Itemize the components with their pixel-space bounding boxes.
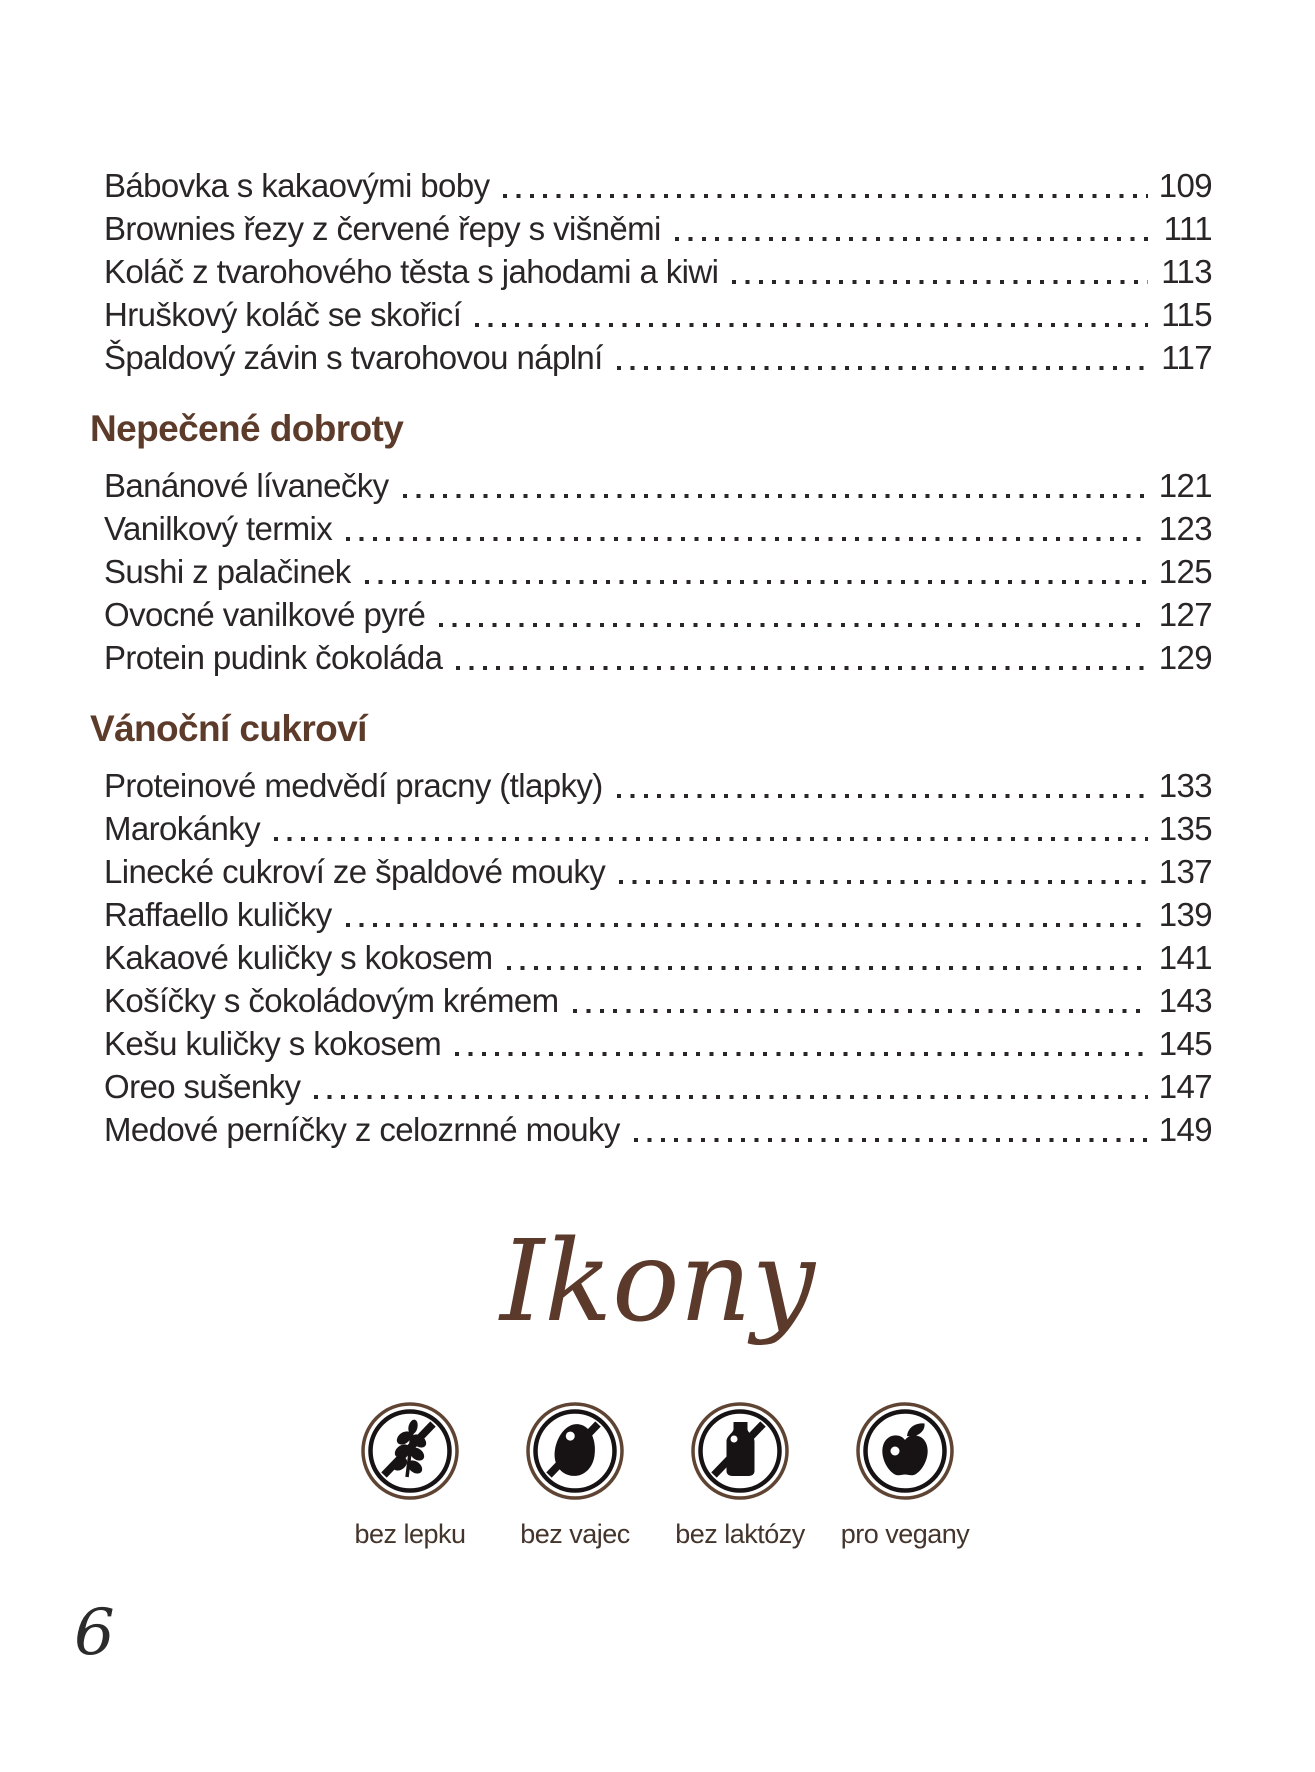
toc-entry-page: 147 xyxy=(1158,1068,1212,1105)
table-of-contents xyxy=(90,0,1212,1151)
dot-leader xyxy=(503,194,1148,198)
toc-entry xyxy=(90,250,1212,293)
icon-label-bez-lepku: bez lepku xyxy=(354,1519,466,1549)
dot-leader xyxy=(314,1095,1148,1099)
toc-entry-title: Kešu kuličky s kokosem xyxy=(104,1025,442,1062)
toc-entry-page: 115 xyxy=(1161,296,1212,333)
apple-icon xyxy=(855,1401,955,1501)
icon-row xyxy=(0,1401,1315,1550)
icon-lactose-free xyxy=(675,1401,805,1550)
toc-entry xyxy=(90,979,1212,1022)
toc-entry-title: Medové perníčky z celozrnné mouky xyxy=(104,1111,620,1148)
icon-egg-free xyxy=(520,1401,630,1550)
toc-entry xyxy=(90,936,1212,979)
icon-vegan xyxy=(840,1401,970,1550)
toc-entry-page: 139 xyxy=(1158,896,1212,933)
toc-entry-page: 111 xyxy=(1163,210,1212,247)
dot-leader xyxy=(403,494,1148,498)
toc-entry-page: 145 xyxy=(1158,1025,1212,1062)
dot-leader xyxy=(507,966,1149,970)
dot-leader xyxy=(617,366,1148,370)
toc-entry xyxy=(90,550,1212,593)
toc-entry-title: Marokánky xyxy=(104,810,260,847)
dot-leader xyxy=(675,237,1148,241)
toc-entry xyxy=(90,850,1212,893)
toc-entry xyxy=(90,1065,1212,1108)
toc-entry xyxy=(90,764,1212,807)
toc-entry xyxy=(90,893,1212,936)
toc-entry xyxy=(90,164,1212,207)
dot-leader xyxy=(346,537,1148,541)
dot-leader xyxy=(365,580,1148,584)
toc-entry-page: 121 xyxy=(1158,467,1212,504)
toc-entry xyxy=(90,293,1212,336)
toc-entry xyxy=(90,1108,1212,1151)
toc-entry-title: Košíčky s čokoládovým krémem xyxy=(104,982,559,1019)
milk-bottle-crossed-icon xyxy=(690,1401,790,1501)
toc-entry-page: 133 xyxy=(1158,767,1212,804)
toc-entry-title: Vanilkový termix xyxy=(104,510,333,547)
toc-entry-page: 109 xyxy=(1158,167,1212,204)
toc-entry-page: 125 xyxy=(1158,553,1212,590)
toc-entry-page: 137 xyxy=(1158,853,1212,890)
icon-gluten-free xyxy=(354,1401,466,1550)
toc-entry xyxy=(90,593,1212,636)
toc-entry-page: 129 xyxy=(1158,639,1212,676)
toc-entry-page: 149 xyxy=(1158,1111,1212,1148)
dot-leader xyxy=(475,323,1148,327)
toc-entry-title: Proteinové medvědí pracny (tlapky) xyxy=(104,767,603,804)
icon-label-pro-vegany: pro vegany xyxy=(840,1519,970,1549)
wheat-crossed-icon xyxy=(360,1401,460,1501)
dot-leader xyxy=(456,666,1148,670)
toc-entry-title: Koláč z tvarohového těsta s jahodami a kiwi xyxy=(104,253,719,290)
dot-leader xyxy=(346,923,1148,927)
dot-leader xyxy=(617,794,1148,798)
toc-entry xyxy=(90,464,1212,507)
toc-entry-title: Kakaové kuličky s kokosem xyxy=(104,939,493,976)
section-heading-vanocni-cukrovi: Vánoční cukroví xyxy=(90,708,367,749)
toc-entry-title: Brownies řezy z červené řepy s višněmi xyxy=(104,210,661,247)
toc-entry-title: Raffaello kuličky xyxy=(104,896,332,933)
toc-entry-page: 117 xyxy=(1161,339,1212,376)
toc-entry-page: 113 xyxy=(1161,253,1212,290)
toc-entry-page: 141 xyxy=(1158,939,1212,976)
toc-entry xyxy=(90,507,1212,550)
toc-entry-title: Ovocné vanilkové pyré xyxy=(104,596,426,633)
icon-label-bez-vajec: bez vajec xyxy=(520,1519,630,1549)
dot-leader xyxy=(619,880,1148,884)
toc-entry-title: Protein pudink čokoláda xyxy=(104,639,443,676)
dot-leader xyxy=(455,1052,1148,1056)
icons-legend xyxy=(0,1207,1315,1550)
toc-entry-page: 123 xyxy=(1158,510,1212,547)
toc-entry-title: Oreo sušenky xyxy=(104,1068,301,1105)
toc-entry xyxy=(90,636,1212,679)
toc-entry-title: Bábovka s kakaovými boby xyxy=(104,167,490,204)
section-heading-nepecene-dobroty: Nepečené dobroty xyxy=(90,408,404,449)
toc-entry xyxy=(90,807,1212,850)
toc-entry xyxy=(90,207,1212,250)
toc-entry-title: Špaldový závin s tvarohovou náplní xyxy=(104,339,603,376)
toc-entry-title: Sushi z palačinek xyxy=(104,553,351,590)
dot-leader xyxy=(439,623,1148,627)
toc-entry-title: Linecké cukroví ze špaldové mouky xyxy=(104,853,606,890)
toc-entry-page: 143 xyxy=(1158,982,1212,1019)
toc-entry xyxy=(90,1022,1212,1065)
toc-entry-title: Banánové lívanečky xyxy=(104,467,389,504)
toc-entry-page: 127 xyxy=(1158,596,1212,633)
icons-heading: Ikony xyxy=(500,1217,815,1347)
icon-label-bez-laktozy: bez laktózy xyxy=(675,1519,805,1549)
toc-entry-title: Hruškový koláč se skořicí xyxy=(104,296,462,333)
dot-leader xyxy=(732,280,1148,284)
dot-leader xyxy=(573,1009,1149,1013)
page-number: 6 xyxy=(74,1596,115,1670)
dot-leader xyxy=(634,1138,1148,1142)
toc-entry-page: 135 xyxy=(1158,810,1212,847)
toc-entry xyxy=(90,336,1212,379)
egg-crossed-icon xyxy=(525,1401,625,1501)
dot-leader xyxy=(274,837,1148,841)
